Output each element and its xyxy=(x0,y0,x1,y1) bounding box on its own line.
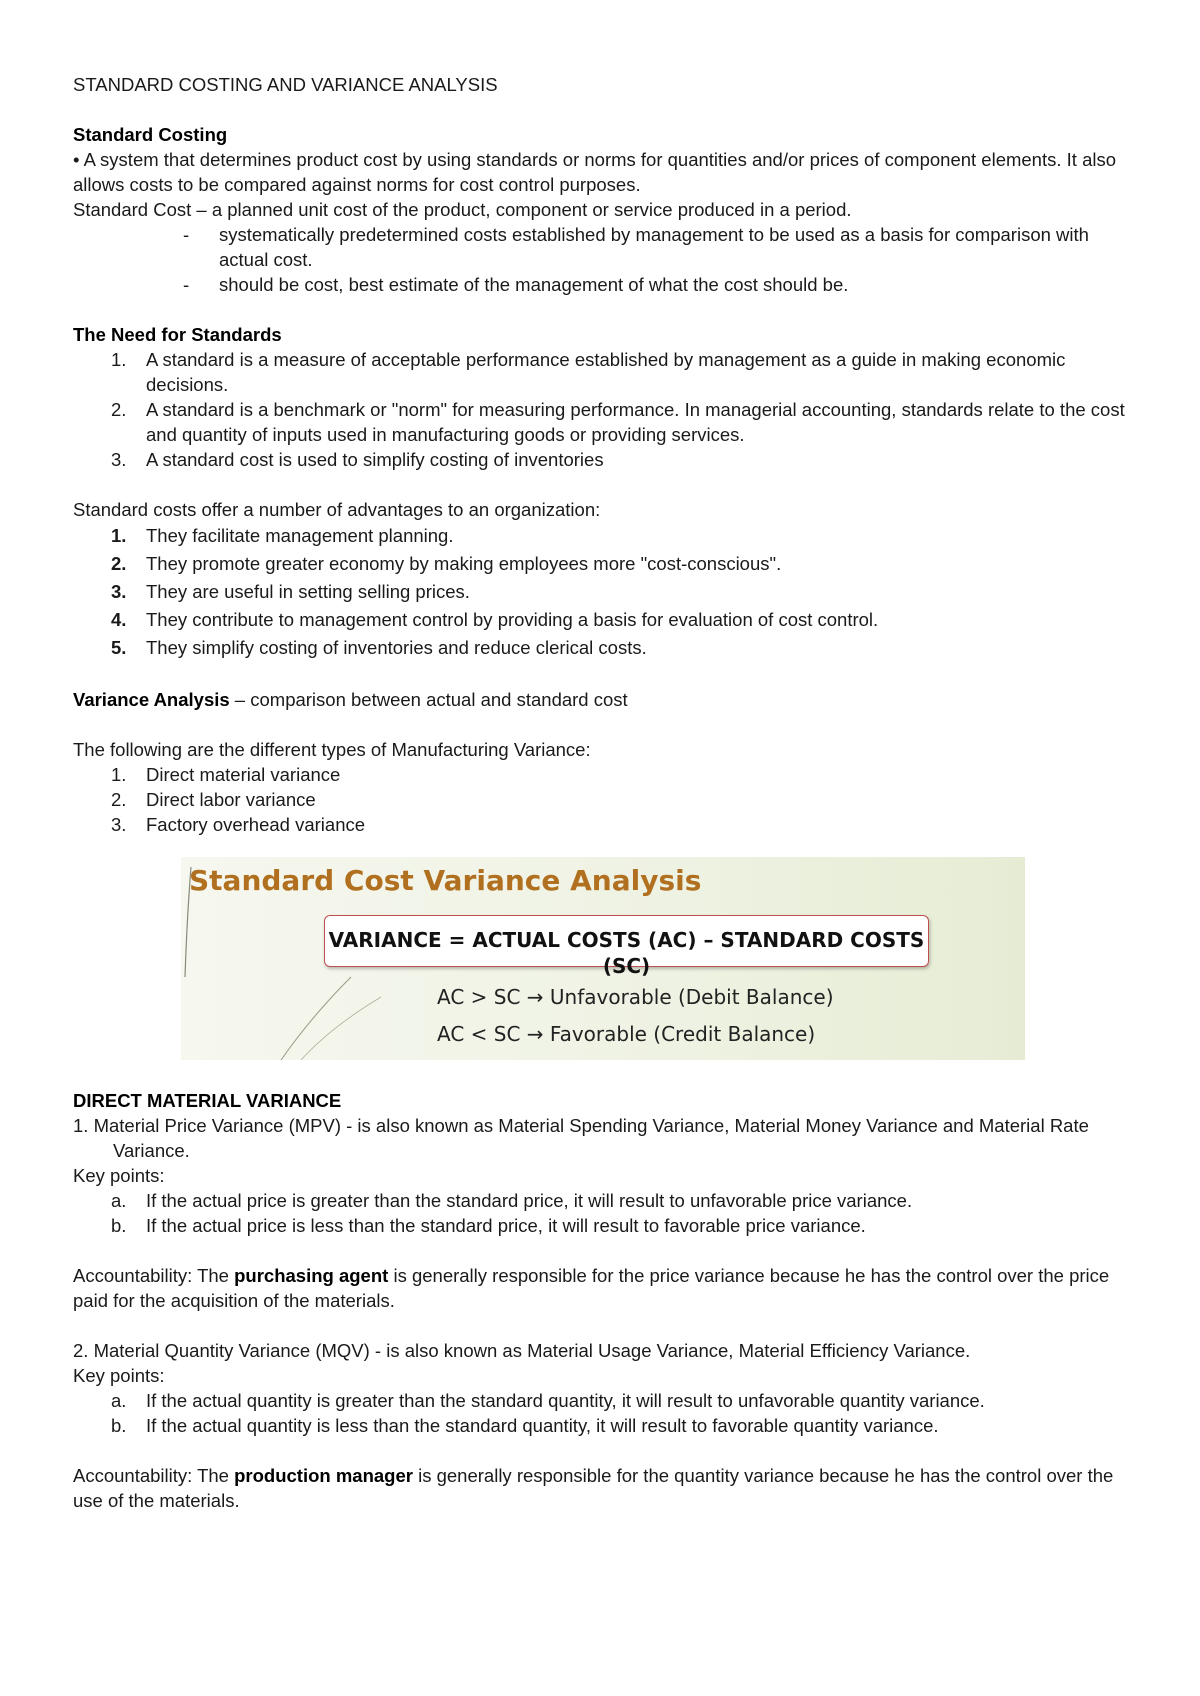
list-item-text: If the actual price is greater than the standard price, it will result to unfavorable price variance. xyxy=(146,1190,913,1211)
list-marker: 2. xyxy=(111,553,127,574)
accountability-suffix: is generally responsible for the price variance because he has the control over the price paid for the acquisition of the materials. xyxy=(73,1265,1110,1311)
list-item xyxy=(73,1413,1133,1438)
figure-title: Standard Cost Variance Analysis xyxy=(189,864,702,897)
list-item-text: If the actual quantity is greater than the standard quantity, it will result to unfavorable quantity variance. xyxy=(146,1390,985,1411)
list-marker: 1. xyxy=(111,525,127,546)
list-item-text: Factory overhead variance xyxy=(146,814,366,835)
list-item-text: should be cost, best estimate of the management of what the cost should be. xyxy=(219,274,849,295)
list-item-text: They are useful in setting selling prices. xyxy=(146,581,470,602)
list-item-text: They promote greater economy by making employees more "cost-conscious". xyxy=(146,553,782,574)
list-marker: 4. xyxy=(111,609,127,630)
need-for-standards-list xyxy=(73,347,1133,472)
list-marker: 3. xyxy=(111,814,127,835)
manufacturing-variance-list xyxy=(73,762,1133,837)
list-marker: 3. xyxy=(111,581,127,602)
manufacturing-variance-intro: The following are the different types of Manufacturing Variance: xyxy=(73,739,591,760)
formula-box xyxy=(324,915,929,978)
list-item xyxy=(73,397,1133,447)
list-marker: a. xyxy=(111,1390,127,1411)
direct-material-variance-heading: DIRECT MATERIAL VARIANCE xyxy=(73,1090,342,1111)
list-marker: 2. xyxy=(111,399,127,420)
standard-costing-definition: • A system that determines product cost by using standards or norms for quantities and/or prices of component elements. It also allows costs to be compared against norms for cost control purposes. xyxy=(73,149,1117,195)
accountability-prefix: Accountability: The xyxy=(73,1265,235,1286)
list-marker: 3. xyxy=(111,449,127,470)
mpv-accountability xyxy=(73,1263,1133,1313)
accountability-role: production manager xyxy=(234,1465,413,1486)
list-item-text: A standard is a measure of acceptable performance established by management as a guide in making economic decisions. xyxy=(146,349,1066,395)
list-marker: 5. xyxy=(111,637,127,658)
list-item xyxy=(73,762,1133,787)
list-item-text: They simplify costing of inventories and reduce clerical costs. xyxy=(146,637,647,658)
list-marker: a. xyxy=(111,1190,127,1211)
list-item xyxy=(73,550,1133,578)
list-item xyxy=(73,347,1133,397)
list-item-text: If the actual price is less than the standard price, it will result to favorable price variance. xyxy=(146,1215,866,1236)
list-item xyxy=(73,1188,1133,1213)
list-item xyxy=(73,634,1133,662)
list-item xyxy=(73,787,1133,812)
list-item-text: systematically predetermined costs established by management to be used as a basis for comparison with actual cost. xyxy=(219,224,1089,270)
standard-cost-definition: Standard Cost – a planned unit cost of the product, component or service produced in a period. xyxy=(73,199,852,220)
list-item-text: Direct labor variance xyxy=(146,789,316,810)
accountability-prefix: Accountability: The xyxy=(73,1465,235,1486)
list-marker: b. xyxy=(111,1415,127,1436)
mpv-definition: 1. Material Price Variance (MPV) - is also known as Material Spending Variance, Material Money Variance and Material Rate Variance. xyxy=(73,1115,1089,1161)
dash-marker: - xyxy=(183,274,190,295)
accountability-role: purchasing agent xyxy=(234,1265,389,1286)
standard-costing-heading: Standard Costing xyxy=(73,124,228,145)
list-item xyxy=(73,812,1133,837)
list-marker: b. xyxy=(111,1215,127,1236)
dash-marker: - xyxy=(183,224,190,245)
advantages-intro: Standard costs offer a number of advantages to an organization: xyxy=(73,499,601,520)
need-for-standards-heading: The Need for Standards xyxy=(73,324,282,345)
mqv-key-points-label: Key points: xyxy=(73,1365,165,1386)
document-title: STANDARD COSTING AND VARIANCE ANALYSIS xyxy=(73,74,498,95)
accountability-suffix: is generally responsible for the quantity variance because he has the control over the use of the materials. xyxy=(73,1465,1114,1511)
advantages-list xyxy=(73,522,1133,662)
list-marker: 1. xyxy=(111,349,127,370)
list-marker: 2. xyxy=(111,789,127,810)
list-item xyxy=(73,522,1133,550)
list-item-text: A standard is a benchmark or "norm" for measuring performance. In managerial accounting, standards relate to the cost and quantity of inputs used in manufacturing goods or providing services. xyxy=(146,399,1125,445)
mpv-key-points xyxy=(73,1188,1133,1238)
mqv-definition: 2. Material Quantity Variance (MQV) - is also known as Material Usage Variance, Material Efficiency Variance. xyxy=(73,1340,971,1361)
mpv-key-points-label: Key points: xyxy=(73,1165,165,1186)
list-marker: 1. xyxy=(111,764,127,785)
variance-formula: VARIANCE = ACTUAL COSTS (AC) – STANDARD COSTS (SC) xyxy=(328,928,925,978)
variance-analysis-definition xyxy=(73,687,1133,712)
list-item-text: Direct material variance xyxy=(146,764,341,785)
document-page xyxy=(73,72,1133,1513)
list-item xyxy=(73,606,1133,634)
standard-cost-bullets xyxy=(73,222,1133,297)
list-item xyxy=(73,222,1133,272)
list-item-text: If the actual quantity is less than the standard quantity, it will result to favorable quantity variance. xyxy=(146,1415,939,1436)
mqv-accountability xyxy=(73,1463,1133,1513)
variance-analysis-term: Variance Analysis xyxy=(73,689,230,710)
list-item-text: They facilitate management planning. xyxy=(146,525,454,546)
list-item-text: A standard cost is used to simplify costing of inventories xyxy=(146,449,604,470)
mqv-key-points xyxy=(73,1388,1133,1438)
list-item-text: They contribute to management control by providing a basis for evaluation of cost control. xyxy=(146,609,879,630)
list-item xyxy=(73,272,1133,297)
unfavorable-rule: AC > SC → Unfavorable (Debit Balance) xyxy=(437,985,834,1009)
list-item xyxy=(73,1213,1133,1238)
variance-analysis-text: – comparison between actual and standard cost xyxy=(229,689,628,710)
variance-analysis-figure xyxy=(181,857,1025,1060)
list-item xyxy=(73,447,1133,472)
favorable-rule: AC < SC → Favorable (Credit Balance) xyxy=(437,1022,816,1046)
list-item xyxy=(73,1388,1133,1413)
list-item xyxy=(73,578,1133,606)
